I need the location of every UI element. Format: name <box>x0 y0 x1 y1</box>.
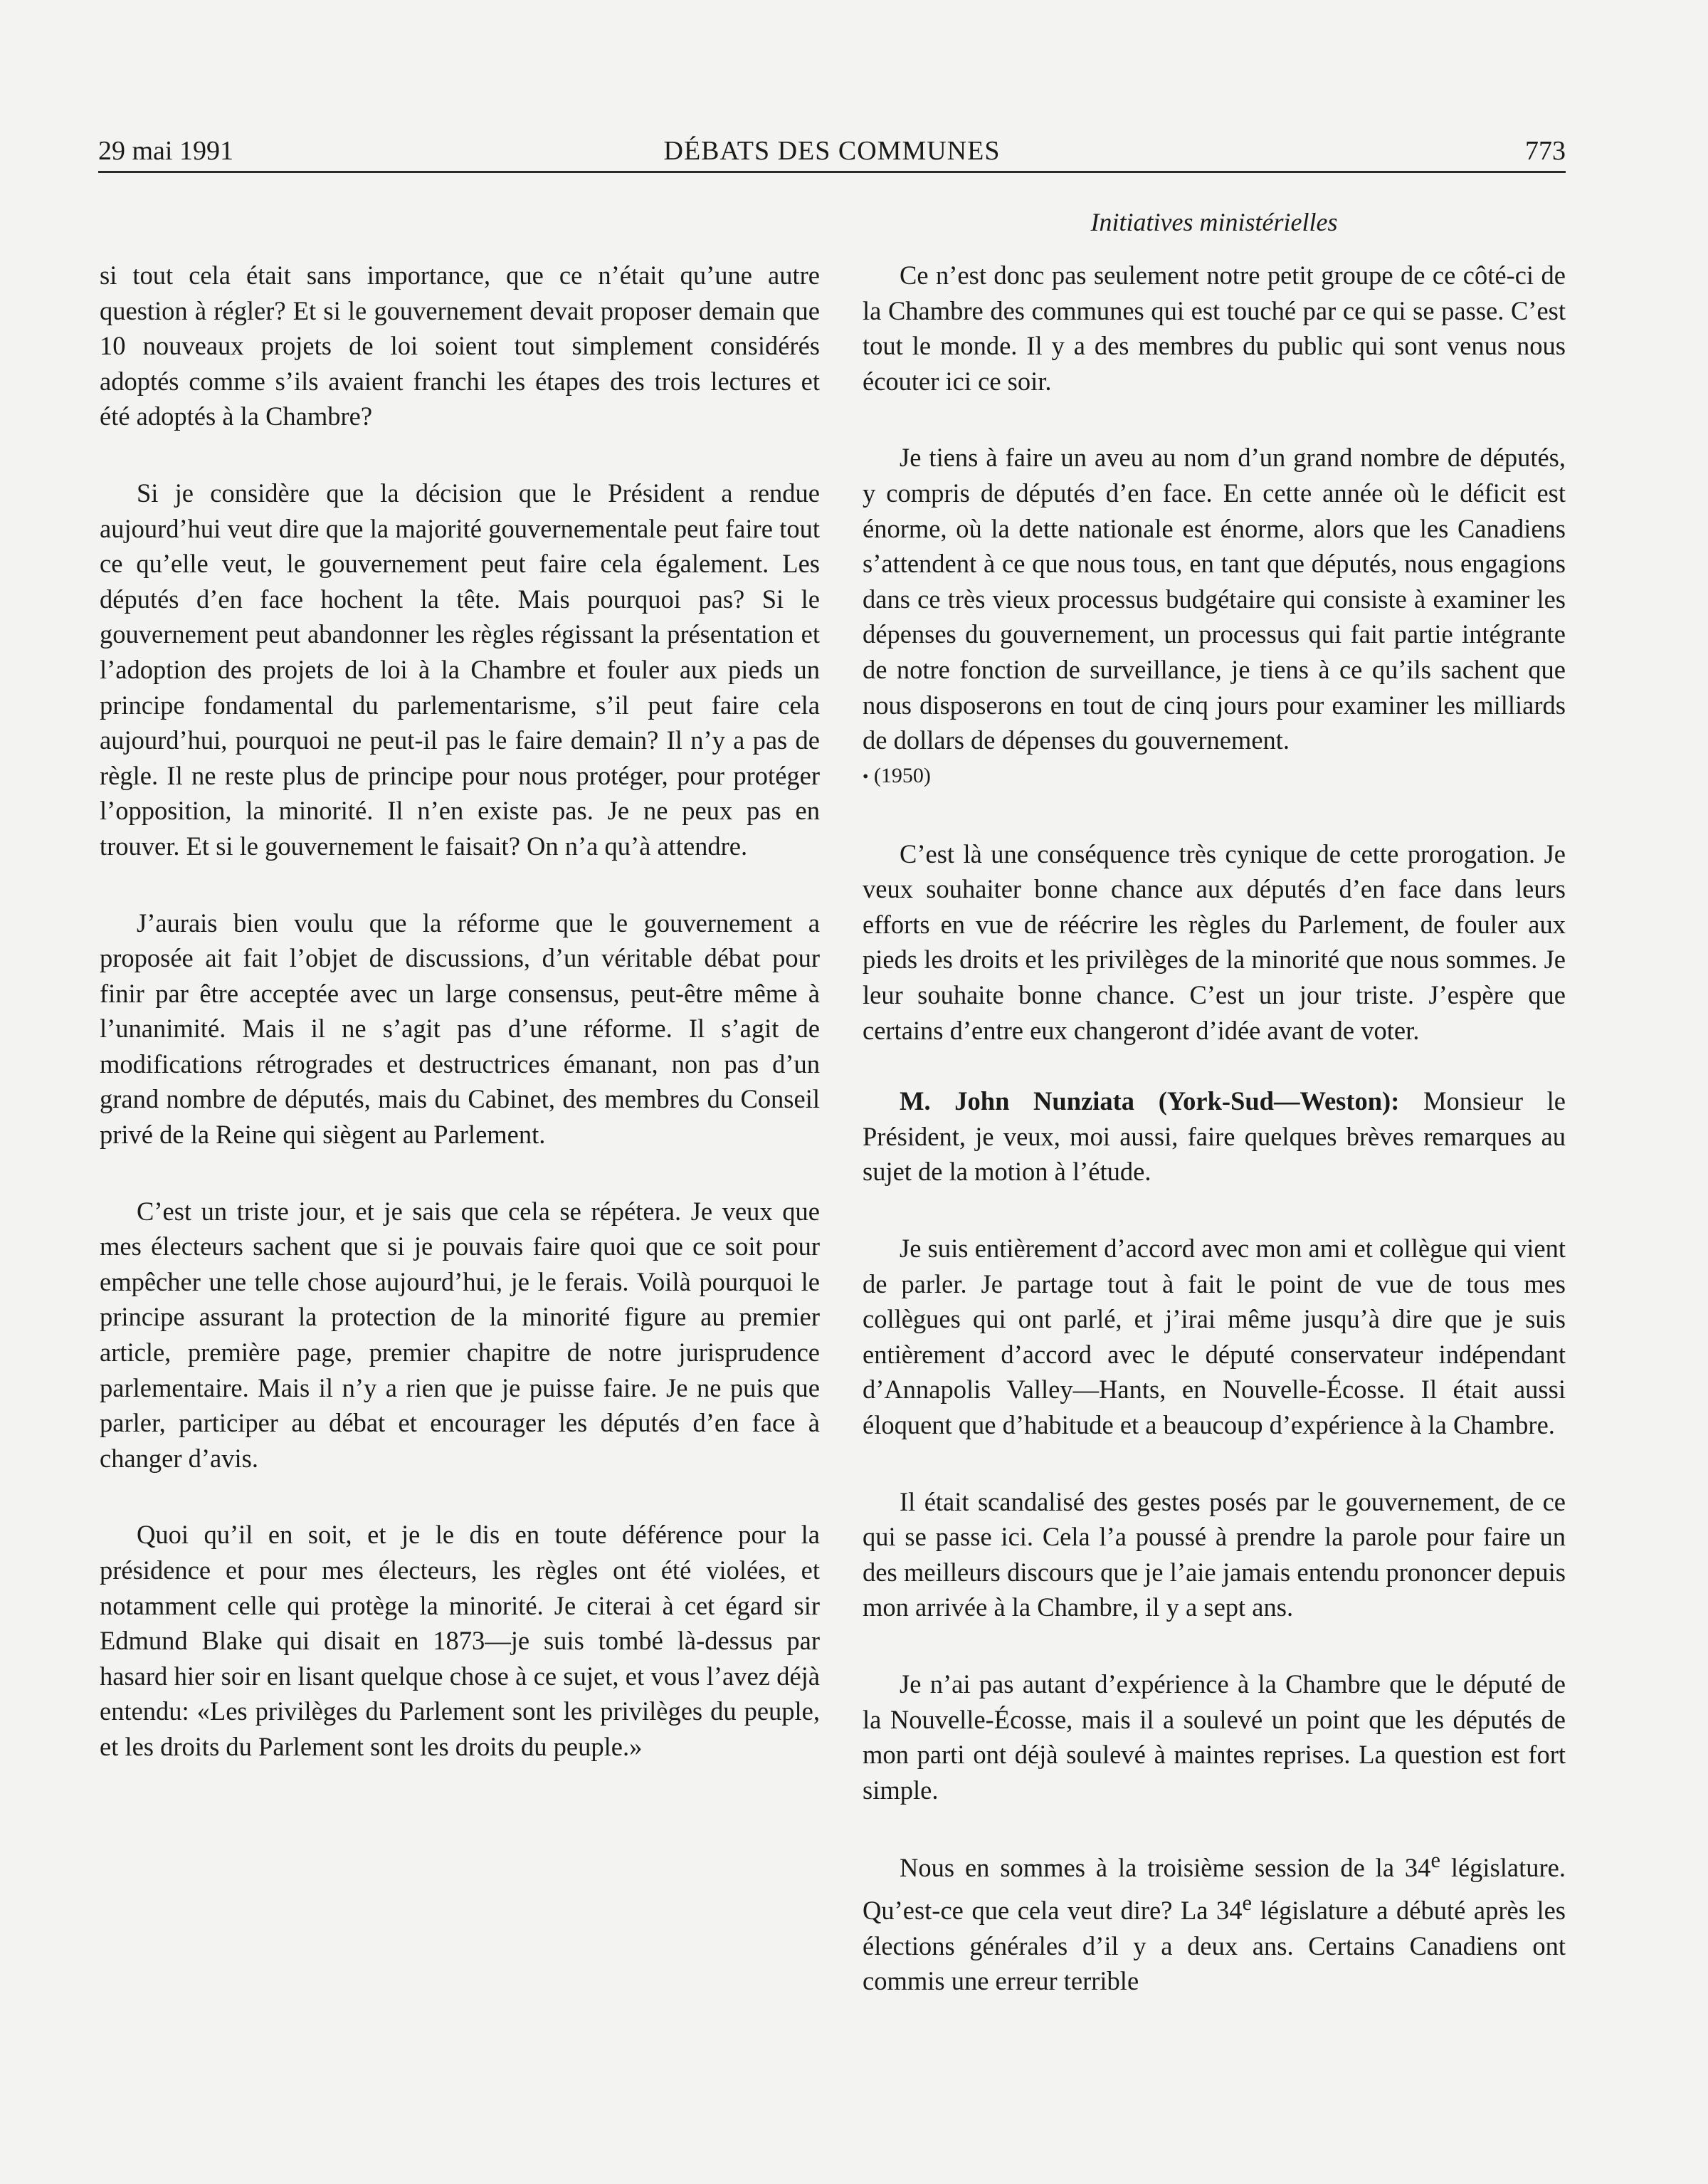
speaker-name: M. John Nunziata (York-Sud—Weston): <box>900 1086 1400 1116</box>
header-date: 29 mai 1991 <box>98 136 233 166</box>
bullet-icon: • <box>863 767 869 787</box>
page-number: 773 <box>1525 136 1566 166</box>
paragraph-text-c: législature a débuté après les élections générales d’il y a deux ans. Certains Canadiens ont commis une erreur terrible <box>863 1896 1566 1996</box>
paragraph-text-b: législature. Qu’est-ce que cela veut dire? La 34 <box>863 1853 1566 1926</box>
superscript: e <box>1242 1891 1253 1916</box>
paragraph: Il était scandalisé des gestes posés par le gouvernement, de ce qui se passe ici. Cela l’a poussé à prendre la parole pour faire un des meilleurs discours que je l’aie jamais entendu prononcer depuis mon arrivée à la Chambre, il y a sept ans. <box>863 1486 1566 1622</box>
time-marker <box>863 758 1566 795</box>
paragraph: C’est là une conséquence très cynique de cette prorogation. Je veux souhaiter bonne chance aux députés d’en face dans leurs efforts en vue de réécrire les règles du Parlement, de fouler aux pieds les droits et les privilèges de la minorité que nous sommes. Je leur souhaite bonne chance. C’est un jour triste. J’espère que certains d’entre eux changeront d’idée avant de voter. <box>863 839 1566 1045</box>
paragraph: Si je considère que la décision que le Président a rendue aujourd’hui veut dire que la majorité gouvernementale peut faire tout ce qu’elle veut, le gouvernement peut faire cela également. Les députés d’en face hochent la tête. Mais pourquoi pas? Si le gouvernement peut abandonner les règles régissant la présentation et l’adoption des projets de loi à la Chambre et fouler aux pieds un principe fondamental du parlementarisme, s’il peut faire cela aujourd’hui, pourquoi ne peut-il pas le faire demain? Il n’y a pas de règle. Il ne reste plus de principe pour nous protéger, pour protéger l’opposition, la minorité. Il n’en existe pas. Je ne peux pas en trouver. Et si le gouvernement le faisait? On n’a qu’à attendre. <box>100 478 820 861</box>
section-title: Initiatives ministérielles <box>1090 208 1338 236</box>
paragraph: J’aurais bien voulu que la réforme que le gouvernement a proposée ait fait l’objet de discussions, d’un véritable débat pour finir par être acceptée avec un large consensus, peut-être même à l’unanimité. Mais il ne s’agit pas d’une réforme. Il s’agit de modifications rétrogrades et destructrices émanant, non pas d’un grand nombre de députés, mais du Cabinet, des membres du Conseil privé de la Reine qui siègent au Parlement. <box>100 908 820 1150</box>
paragraph: Je n’ai pas autant d’expérience à la Chambre que le député de la Nouvelle-Écosse, mais il a soulevé un point que les députés de mon parti ont déjà soulevé à maintes reprises. La question est fort simple. <box>863 1669 1566 1805</box>
paragraph: Je suis entièrement d’accord avec mon ami et collègue qui vient de parler. Je partage tout à fait le point de vue de tous mes collègues qui ont parlé, et j’irai même jusqu’à dire que je suis entièrement d’accord avec le député conservateur indépendant d’Annapolis Valley—Hants, en Nouvelle-Écosse. Il était aussi éloquent que d’habitude et a beaucoup d’expérience à la Chambre. <box>863 1233 1566 1439</box>
paragraph: Ce n’est donc pas seulement notre petit groupe de ce côté-ci de la Chambre des communes qui est touché par ce qui se passe. C’est tout le monde. Il y a des membres du public qui sont venus nous écouter ici ce soir. <box>863 261 1566 396</box>
left-column <box>100 258 820 1765</box>
paragraph: Je tiens à faire un aveu au nom d’un grand nombre de députés, y compris de députés d’en face. En cette année où le déficit est énorme, où la dette nationale est énorme, alors que les Canadiens s’attendent à ce que nous tous, en tant que députés, nous engagions dans ce très vieux processus budgétaire qui consiste à examiner les dépenses du gouvernement, un processus qui fait partie intégrante de notre fonction de surveillance, je tiens à ce qu’ils sachent que nous disposerons en tout de cinq jours pour examiner les milliards de dollars de dépenses du gouvernement. <box>863 443 1566 755</box>
paragraph <box>863 1843 1566 1999</box>
paragraph: C’est un triste jour, et je sais que cela se répétera. Je veux que mes électeurs sachent que si je pouvais faire quoi que ce soit pour empêcher une telle chose aujourd’hui, je le ferais. Voilà pourquoi le principe assurant la protection de la minorité figure au premier article, première page, premier chapitre de notre jurisprudence parlementaire. Mais il n’y a rien que je puisse faire. Je ne puis que parler, participer au débat et encourager les députés d’en face à changer d’avis. <box>100 1196 820 1473</box>
speaker-paragraph <box>863 1083 1566 1190</box>
header-title: DÉBATS DES COMMUNES <box>663 136 1001 166</box>
paragraph: si tout cela était sans importance, que ce n’était qu’une autre question à régler? Et si le gouvernement devait proposer demain que 10 nouveaux projets de loi soient tout simplement considérés adoptés comme s’ils avaient franchi les étapes des trois lectures et été adoptés à la Chambre? <box>100 261 820 431</box>
superscript: e <box>1430 1848 1440 1873</box>
paragraph: Quoi qu’il en soit, et je le dis en toute déférence pour la présidence et pour mes électeurs, les règles ont été violées, et notamment celle qui protège la minorité. Je citerai à cet égard sir Edmund Blake qui disait en 1873—je suis tombé là-dessus par hasard hier soir en lisant quelque chose à ce sujet, et vous l’avez déjà entendu: «Les privilèges du Parlement sont les privilèges du peuple, et les droits du Parlement sont les droits du peuple.» <box>100 1520 820 1761</box>
page-header <box>98 132 1566 173</box>
time-marker-text: (1950) <box>873 763 931 787</box>
paragraph-text-a: Nous en sommes à la troisième session de la 34 <box>900 1853 1431 1883</box>
right-column <box>863 258 1566 1999</box>
speaker-text: Monsieur le Président, je veux, moi aussi, faire quelques brèves remarques au sujet de la motion à l’étude. <box>863 1086 1566 1187</box>
